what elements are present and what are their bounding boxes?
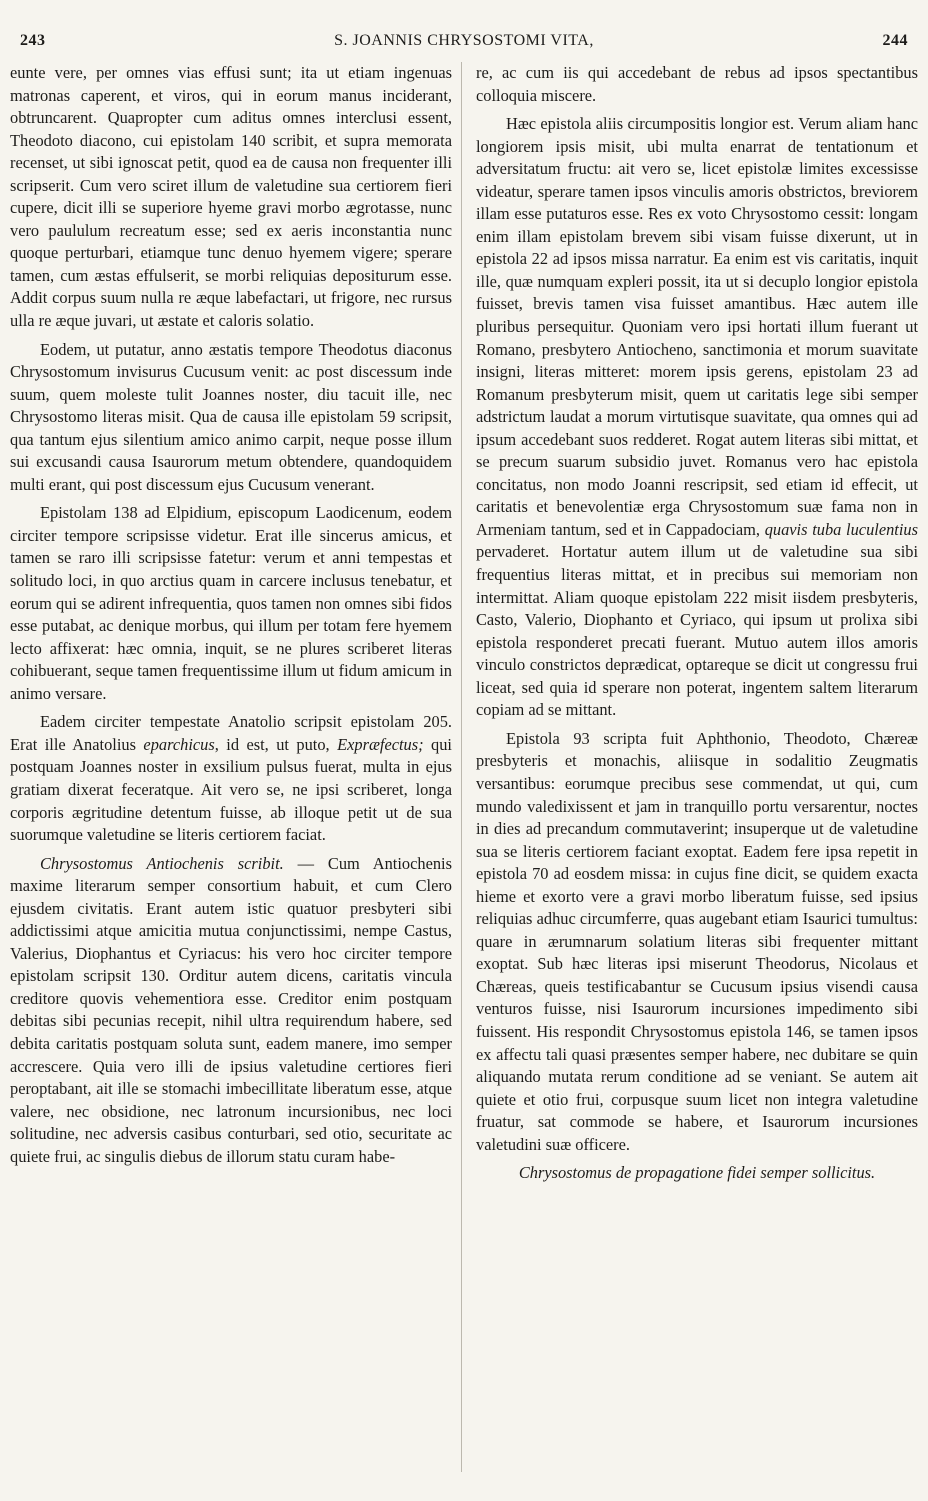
text-run: , id est, ut puto,	[214, 734, 338, 754]
running-title: S. JOANNIS CHRYSOSTOMI VITA,	[334, 32, 594, 49]
right-column	[476, 62, 918, 1185]
paragraph: Eodem, ut putatur, anno æstatis tempore Theodotus diaconus Chrysostomum invisurus Cucusum venit: ac post discessum inde suum, quem moleste tulit Joannes noster, diu tacuit ille, nec Chrysostomo literas misit. Qua de causa ille epistolam 59 scripsit, qua tantum ejus silentium amico animo carpit, neque posse illum sui excusandi causa Isaurorum metum obtendere, quandoquidem multi erant, qui post discessum ejus Cucusum venerant.	[10, 339, 452, 494]
emphasis: Expræfectus;	[337, 734, 424, 754]
text-run: pervaderet. Hortatur autem illum ut de valetudine sua sibi frequentius literas mittat, et in precibus sui memoriam non intermittat. Aliam quoque epistolam 222 misit iisdem presbyteris, Casto, Valerio, Diophanto et Cyriaco, qui ipsum ut prolixa sibi epistola responderet precati fuerant. Mutuo autem illos amoris vinculo constrictos deprædicat, optareque se dicit ut congressu frui liceat, sed quia id sperare non poterat, ingentem saltem literarum copiam ad se mittant.	[476, 542, 918, 720]
paragraph	[10, 711, 452, 846]
paragraph: eunte vere, per omnes vias effusi sunt; ita ut etiam ingenuas matronas caperent, et viros, qui in eorum manus inciderant, obtruncarent. Quapropter cum aditus omnes interclusi essent, Theodoto diacono, cui epistolam 140 scribit, et supra memorata recenset, ut sibi ignoscat petit, quod ea de causa non frequenter illi scripserit. Cum vero sciret illum de valetudine sua certiorem fieri cupere, dicit illi se superiore hyeme gravi morbo ægrotasse, nunc vero paululum recreatum esse; sed ex aeris inconstantia nunc quoque perturbari, etiamque tunc denuo hyemem vigere; sperare tamen, cum æstas effulserit, se morbi reliquias depositurum esse. Addit corpus suum nulla re æque labefactari, ut frigore, nec rursus ulla re æque juvari, ut æstate et caloris solatio.	[10, 63, 452, 331]
emphasis: eparchicus	[143, 734, 215, 754]
paragraph	[476, 113, 918, 722]
left-column	[10, 62, 452, 1168]
column-divider	[461, 62, 462, 1472]
section-heading: Chrysostomus de propagatione fidei semper sollicitus.	[518, 1163, 876, 1183]
paragraph: Epistola 93 scripta fuit Aphthonio, Theodoto, Chæreæ presbyteris et monachis, aliisque in sodalitio Zeugmatis versantibus: eorumque precibus sese commendat, ut qui, cum mundo valedixissent et jam in tranquillo portu versarentur, noctes in dies ad precandum commutaverint; insuperque ut de valetudine sua se literis certiorem faciant exoptat. Eadem fere ipsa repetit in epistola 70 ad eosdem missa: in cujus fine dicit, se quidem exacta hieme et exorto vere a gravi morbo liberatum fuisse, sed ipsius reliquias adhuc circumferre, quas augebant etiam Isaurici tumultus: quare in ærumnarum solatium literas sibi frequenter mittant exoptat. Sub hæc literas ipsi miserunt Theodorus, Nicolaus et Chæreas, queis testificabantur se Cucusum ipsius visendi causa venturos fuisse, nisi Isaurorum incursiones impedimento sibi fuissent. His respondit Chrysostomus epistola 146, se tamen ipsos ex affectu tali quasi præsentes semper habere, nec dubitare se quin aliquando mutata rerum conditione ad se veniant. Se autem ait quiete et otio frui, corpusque suum licet non integra valetudine fruatur, sat commode se habere, et Isaurorum incursiones valetudini suæ officere.	[476, 728, 918, 1154]
text-run: Hæc epistola aliis circumpositis longior est. Verum aliam hanc longiorem ipsis misit, ubi multa enarrat de tentationum et adversitatum fructu: ait vero se, licet epistolæ limites excessisse videatur, sperare tamen ipsos vinculis amoris obstrictos, breviorem illam esse putaturos esse. Res ex voto Chrysostomo cessit: longam enim illam epistolam brevem sibi visam fuisse dixerunt, ut in epistola 22 ad ipsos missa narratur. Ea enim est vis caritatis, inquit ille, quæ numquam expleri possit, ita ut si decuplo longior epistola fuisset, brevis tamen visa fuisset amantibus. Hæc autem ille pluribus persequitur. Quoniam vero ipsi hortati illum fuerant ut Romano, presbytero Antiocheno, sanctimonia et morum suavitate insigni, literas mitteret: morem ipsis gerens, epistolam 23 ad Romanum presbyterum misit, quem ut caritatis lege sibi semper adstrictum laudat a morum virtutisque suavitate, qua omnes qui ad ipsum accedebant suos redderet. Rogat autem literas sibi mittat, et se precum suarum subsidio juvet. Romanus vero hac epistola concitatus, non modo Joanni rescripsit, sed etiam id effecit, ut caritatis et benevolentiæ erga Chrysostomum suæ fama non in Armeniam tantum, sed et in Cappadociam,	[476, 114, 918, 539]
page-number-right: 244	[882, 32, 908, 49]
text-run: Eadem circiter tempestate Anatolio scripsit epistolam 205. Erat ille Anatolius	[10, 712, 452, 754]
text-run: — Cum Antiochenis maxime literarum semper consortium habuit, et cum Clero ejusdem civitatis. Erant autem istic quatuor presbyteri sibi addictissimi atque amicitia mutua conjunctissimi, nempe Castus, Valerius, Diophantus et Cyriacus: his vero hoc circiter tempore epistolam scripsit 130. Orditur autem dicens, caritatis vincula creditore quovis vehementiora esse. Creditor enim postquam debitas sibi pecunias recepit, nihil ultra requirendum habere, sed debita caritatis postquam soluta sunt, eadem manere, imo semper accrescere. Quia vero illi de ipsius valetudine certiores fieri peroptabant, ait ille se stomachi imbecillitate liberatum esse, atque valere, nec obsidione, nec latronum incursionibus, nec loci solitudine, nec adversis casibus conturbari, sed otio, securitate ac quiete frui, ac singulis diebus de illorum statu curam habe-	[10, 853, 452, 1166]
running-header	[20, 32, 908, 56]
paragraph	[10, 853, 452, 1169]
text-run: qui postquam Joannes noster in exsilium pulsus fuerat, multa in ejus gratiam dixerat feceratque. Ait vero se, ne ipsi scriberet, longa corporis ægritudine detentum fuisse, ab illoque petit ut de sua suorumque valetudine se literis certiorem faciat.	[10, 734, 452, 845]
emphasis: quavis tuba luculentius	[764, 519, 918, 539]
page-number-left: 243	[20, 32, 46, 49]
paragraph: re, ac cum iis qui accedebant de rebus ad ipsos spectantibus colloquia miscere.	[476, 63, 918, 105]
paragraph: Epistolam 138 ad Elpidium, episcopum Laodicenum, eodem circiter tempore scripsisse videtur. Erat ille sincerus amicus, et tamen se raro illi scripsisse fatetur: verum et anni tempestas et solitudo loci, in quo arctius quam in carcere inclusus tenebatur, et eorum qui se adirent infrequentia, quos tamen non omnes sibi fidos esse putabat, ac denique morbus, qui illum per totam fere hyemem lecto affixerat: hæc omnia, inquit, se ne plures scriberet literas cohibuerant, seque tamen frequentissime illum ut fidum amicum in animo versare.	[10, 503, 452, 703]
section-lead: Chrysostomus Antiochenis scribit.	[40, 853, 284, 873]
